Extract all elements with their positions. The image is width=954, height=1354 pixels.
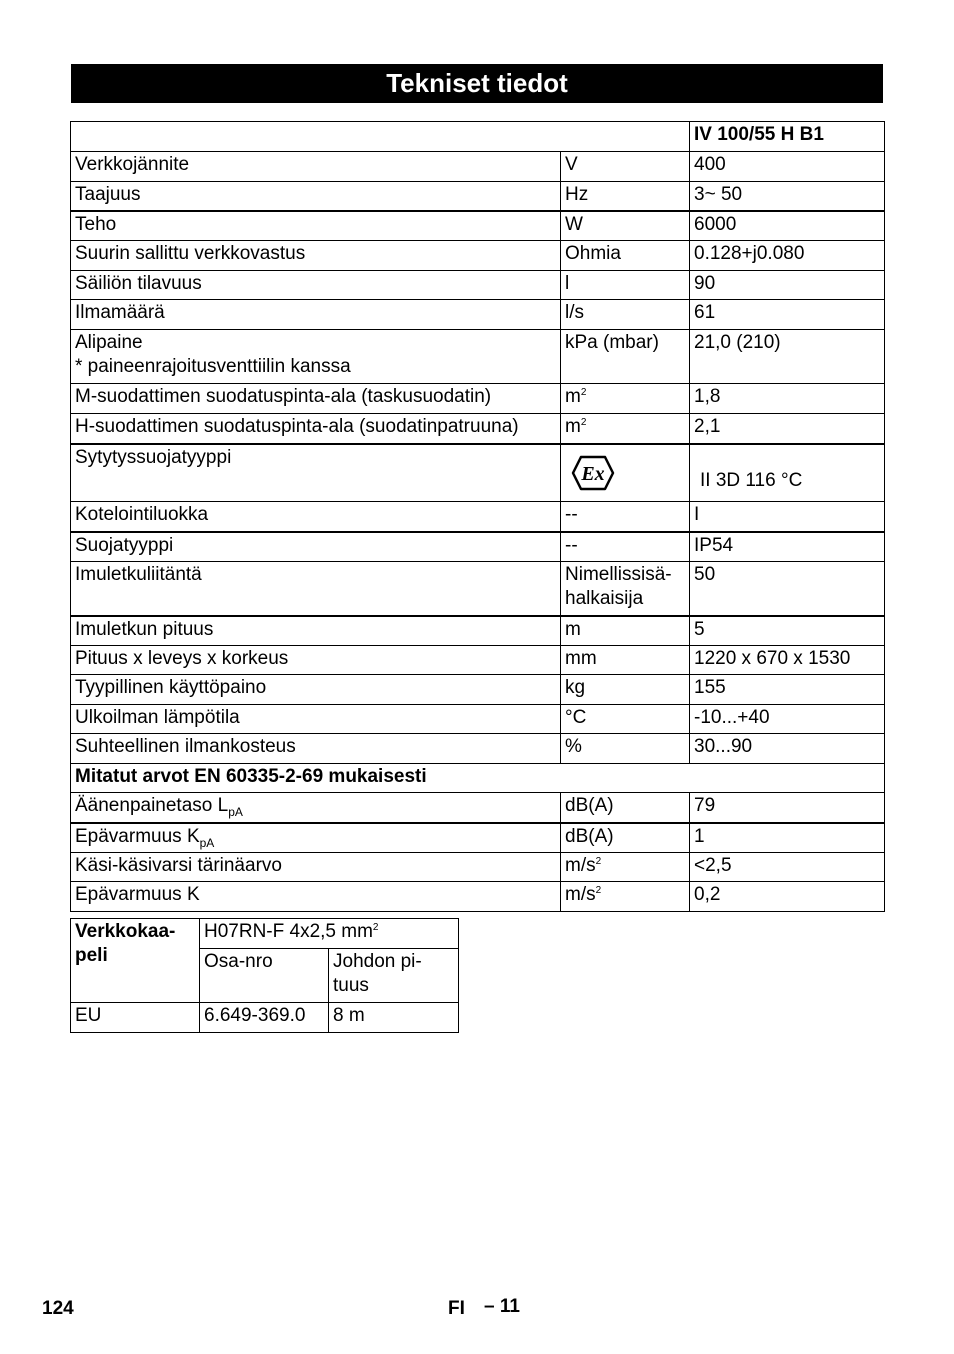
cable-region: EU [71,1003,200,1033]
spec-unit: W [561,211,690,241]
spec-unit [561,853,690,882]
spec-label: Käsi-käsivarsi tärinäarvo [71,853,561,882]
cable-table [70,918,459,1033]
spec-unit: l/s [561,300,690,330]
spec-row [71,502,885,532]
spec-unit [561,414,690,444]
spec-row [71,330,885,384]
spec-unit: dB(A) [561,823,690,853]
spec-label: Pituus x leveys x korkeus [71,646,561,675]
spec-value: 50 [690,562,885,616]
unit-line: Nimellissisä- [565,564,672,585]
spec-value: 30...90 [690,734,885,764]
spec-value: I [690,502,885,532]
spec-unit [561,444,690,502]
spec-label: Teho [71,211,561,241]
spec-row [71,823,885,853]
spec-row [71,705,885,734]
spec-value: 1 [690,823,885,853]
spec-value: 2,1 [690,414,885,444]
spec-row [71,675,885,705]
spec-label: Ilmamäärä [71,300,561,330]
spec-label-line: Alipaine [75,332,143,353]
language-code: FI [448,1298,465,1319]
spec-value: 3~ 50 [690,182,885,211]
spec-row [71,444,885,502]
spec-unit: dB(A) [561,793,690,823]
spec-row [71,793,885,823]
spec-row [71,182,885,211]
spec-row [71,384,885,414]
spec-row [71,152,885,182]
spec-value: 0.128+j0.080 [690,241,885,271]
cable-header-row [71,919,459,949]
cable-heading-line: Verkkokaa- [75,921,176,942]
cable-heading-line: peli [75,945,108,966]
spec-unit: mm [561,646,690,675]
unit-text: m/s [565,855,596,876]
spec-value: 0,2 [690,882,885,912]
label-subscript: pA [199,835,215,850]
cable-type [200,919,459,949]
spec-row [71,271,885,300]
ex-explosion-protection-icon [571,453,615,493]
spec-row [71,616,885,646]
unit-superscript: 2 [580,387,587,398]
cable-col-length-line: tuus [333,975,369,996]
spec-unit: °C [561,705,690,734]
spec-label: Suojatyyppi [71,532,561,562]
spec-unit: kPa (mbar) [561,330,690,384]
spec-value: 1220 x 670 x 1530 [690,646,885,675]
spec-row [71,734,885,764]
cable-type-text: H07RN-F 4x2,5 mm [204,921,373,942]
spec-value: 61 [690,300,885,330]
cable-part-no: 6.649-369.0 [200,1003,329,1033]
label-subscript: pA [228,805,243,819]
spec-unit: V [561,152,690,182]
spec-label: Imuletkun pituus [71,616,561,646]
spec-label: Taajuus [71,182,561,211]
spec-value: -10...+40 [690,705,885,734]
spec-label [71,793,561,823]
page-title: Tekniset tiedot [71,64,883,103]
label-text: Äänenpainetaso L [75,795,229,816]
spec-row [71,241,885,271]
section-page-number: – 11 [484,1296,520,1317]
spec-row [71,300,885,330]
cable-col-part: Osa-nro [200,949,329,1003]
spec-unit: Hz [561,182,690,211]
spec-unit: -- [561,502,690,532]
spec-unit: l [561,271,690,300]
spec-value: IP54 [690,532,885,562]
spec-row [71,882,885,912]
spec-row [71,562,885,616]
spec-label: Verkkojännite [71,152,561,182]
spec-unit: m [561,616,690,646]
spec-value: 90 [690,271,885,300]
label-text: Epävarmuus K [75,825,200,847]
spec-label [71,330,561,384]
cable-col-length [329,949,459,1003]
unit-superscript: 2 [595,885,602,896]
spec-label: Epävarmuus K [71,882,561,912]
spec-label: Imuletkuliitäntä [71,562,561,616]
spec-label: Suhteellinen ilmankosteus [71,734,561,764]
measured-heading: Mitatut arvot EN 60335-2-69 mukaisesti [71,764,885,793]
unit-line: halkaisija [565,588,644,609]
spec-value: II 3D 116 °C [690,444,885,502]
spec-row [71,532,885,562]
spec-row [71,211,885,241]
spec-label: M-suodattimen suodatuspinta-ala (taskusuodatin) [71,384,561,414]
unit-text: m [565,386,581,407]
cable-col-length-line: Johdon pi- [333,951,422,972]
spec-value: 21,0 (210) [690,330,885,384]
measured-heading-row [71,764,885,793]
spec-label: Suurin sallittu verkkovastus [71,241,561,271]
spec-unit [561,882,690,912]
spec-label [71,823,561,853]
cable-type-superscript: 2 [372,922,379,933]
page-number: 124 [42,1298,74,1319]
spec-row [71,853,885,882]
spec-unit: % [561,734,690,764]
spec-row [71,646,885,675]
spec-value: 400 [690,152,885,182]
spec-unit: Ohmia [561,241,690,271]
spec-unit: kg [561,675,690,705]
spec-label: H-suodattimen suodatuspinta-ala (suodatinpatruuna) [71,414,561,444]
spec-value: 155 [690,675,885,705]
unit-text: m [565,416,581,437]
unit-superscript: 2 [580,417,587,428]
spec-row [71,414,885,444]
unit-text: m/s [565,884,596,905]
cable-length: 8 m [329,1003,459,1033]
spec-label: Säiliön tilavuus [71,271,561,300]
spec-unit: -- [561,532,690,562]
spec-label: Tyypillinen käyttöpaino [71,675,561,705]
svg-text:Ex: Ex [581,462,605,485]
spec-header-row [71,122,885,152]
spec-label: Sytytyssuojatyyppi [71,444,561,502]
spec-unit [561,562,690,616]
spec-unit [561,384,690,414]
model-name: IV 100/55 H B1 [690,122,885,152]
spec-value: 5 [690,616,885,646]
cable-heading [71,919,200,1003]
unit-superscript: 2 [595,856,602,867]
spec-label-note: * paineenrajoitusventtiilin kanssa [75,356,351,377]
cable-data-row [71,1003,459,1033]
spec-value: <2,5 [690,853,885,882]
spec-value: 6000 [690,211,885,241]
spec-label: Ulkoilman lämpötila [71,705,561,734]
spec-value: 1,8 [690,384,885,414]
spec-value: 79 [690,793,885,823]
spec-label: Kotelointiluokka [71,502,561,532]
spec-table [70,121,885,912]
